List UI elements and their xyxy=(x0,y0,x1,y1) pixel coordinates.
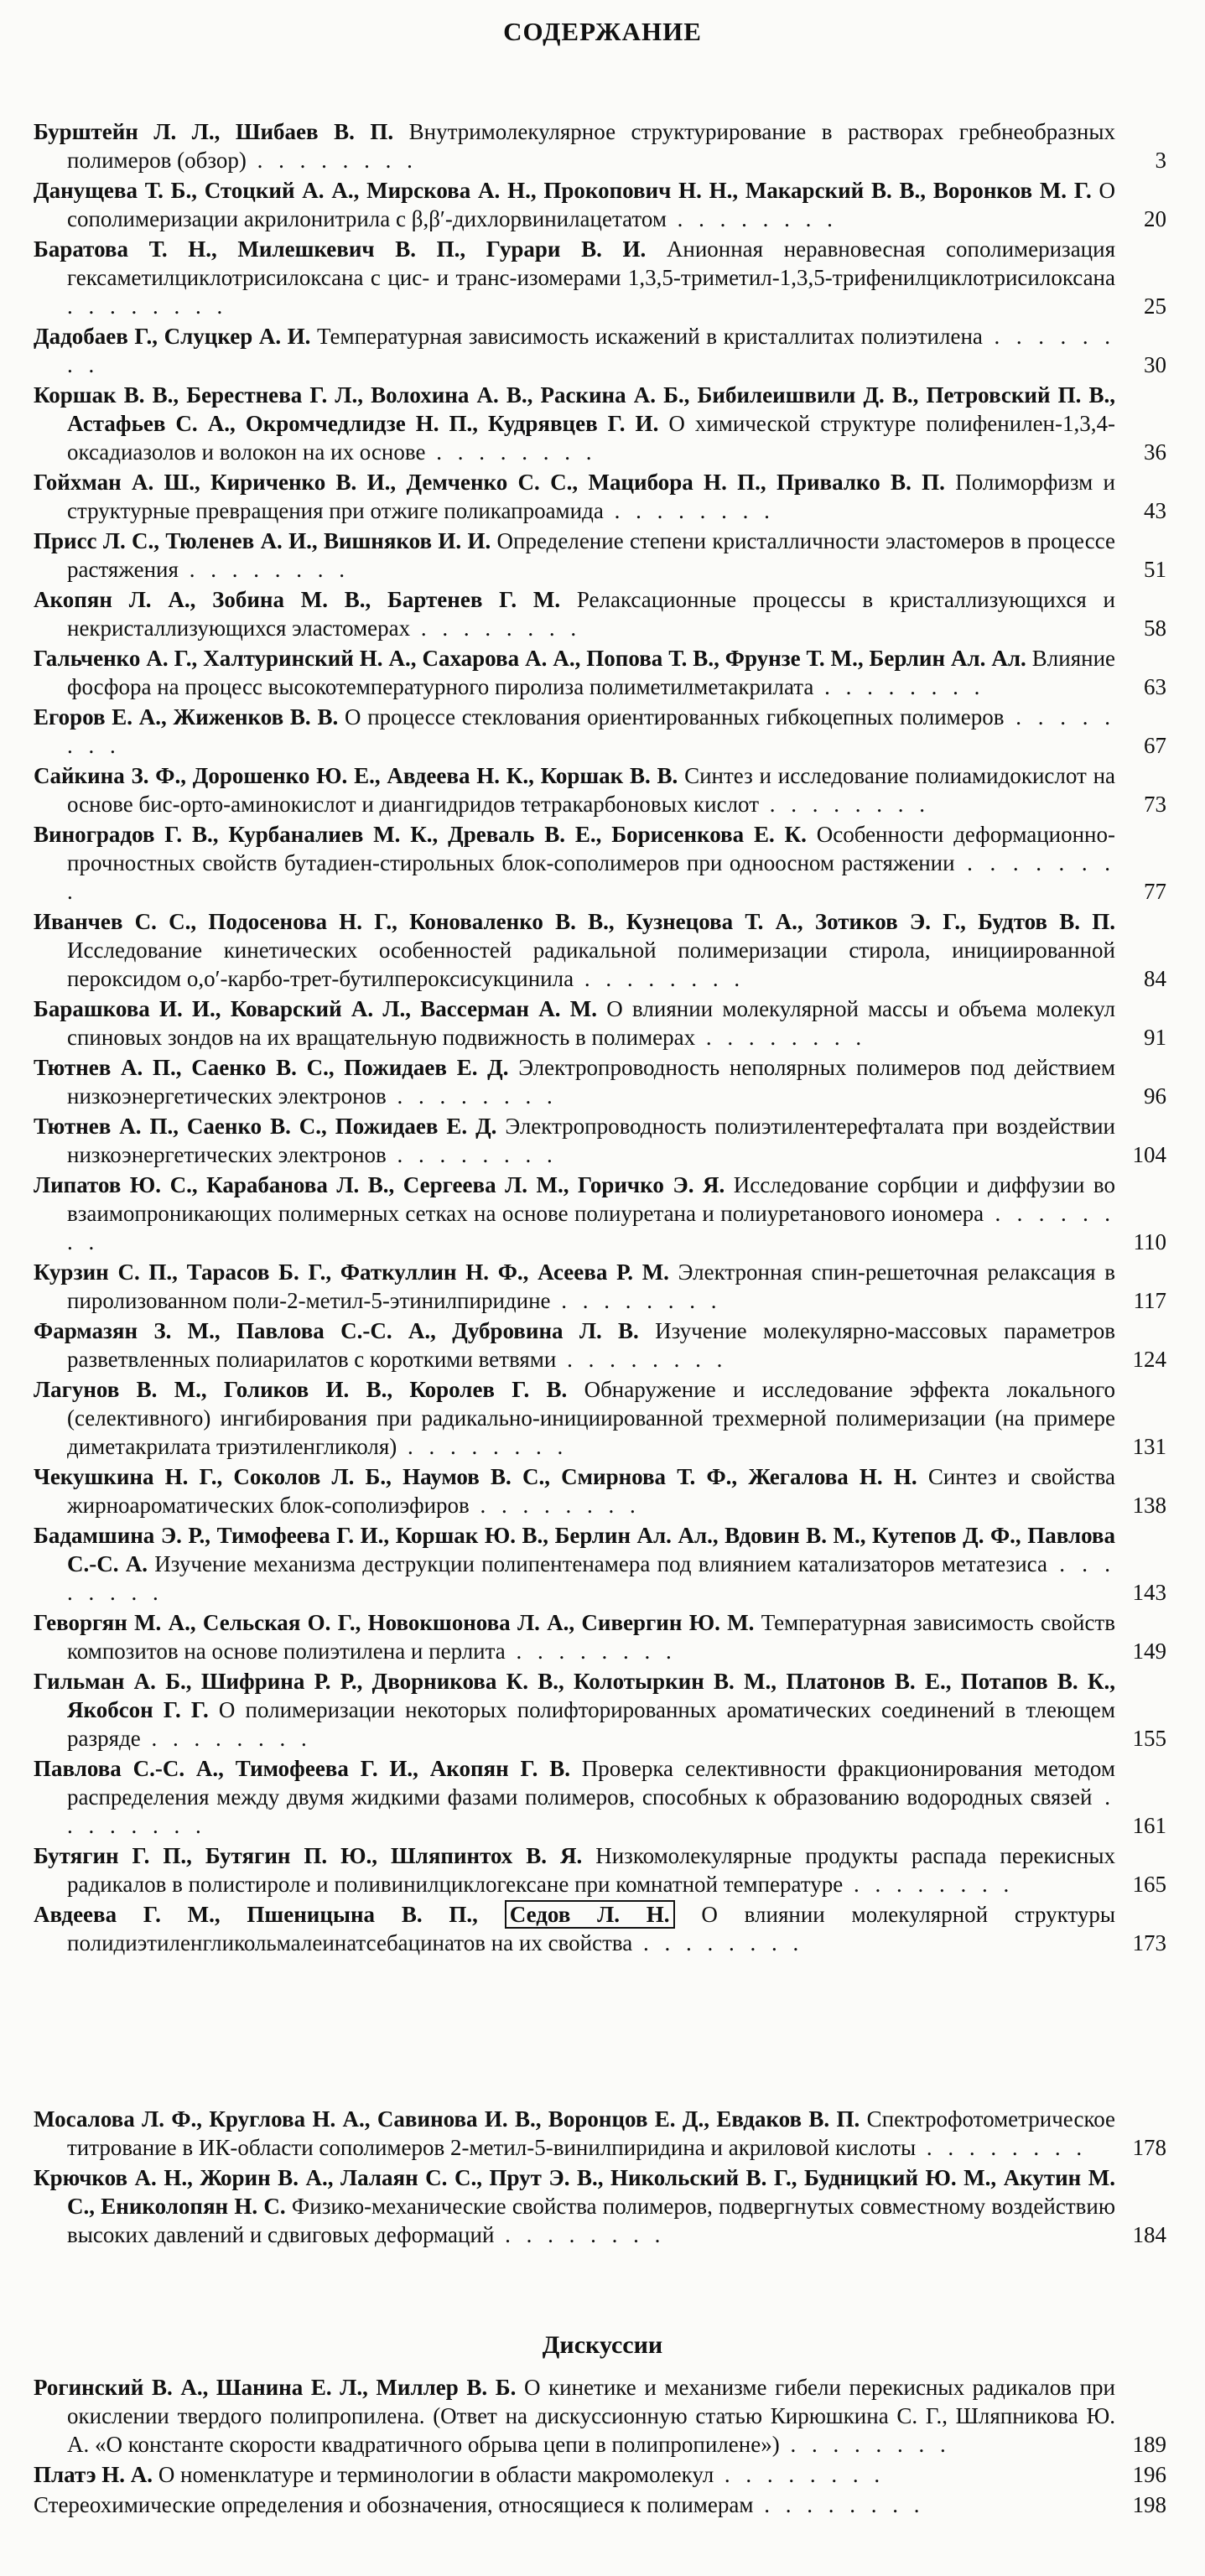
entry-title: Внутримолекулярное структурирование в растворах гребнеобразных полимеров (обзор) xyxy=(67,119,1115,173)
toc-entry xyxy=(0,995,1205,1052)
entry-page-number: 25 xyxy=(1144,293,1166,319)
leader-dots: . . . . . . . . xyxy=(714,2462,886,2487)
entry-title: Электропроводность неполярных полимеров под действием низкоэнергетических электронов xyxy=(67,1055,1116,1109)
entry-authors: Иванчев С. С., Подосенова Н. Г., Коноваленко В. В., Кузнецова Т. А., Зотиков Э. Г., Будтов В. П. xyxy=(34,909,1115,934)
entry-authors: Рогинский В. А., Шанина Е. Л., Миллер В. Б. xyxy=(34,2375,517,2400)
entry-page-number: 161 xyxy=(1132,1813,1166,1838)
leader-dots: . . . . . . . . xyxy=(574,966,745,991)
toc-entry-text xyxy=(34,1375,1115,1461)
toc-entry-text xyxy=(34,381,1115,466)
entry-page-number: 91 xyxy=(1144,1025,1166,1050)
entry-page-number: 155 xyxy=(1132,1726,1166,1751)
entry-authors: Платэ Н. А. xyxy=(34,2462,153,2487)
toc-entry xyxy=(0,1754,1205,1840)
entry-authors: Гальченко А. Г., Халтуринский Н. А., Сахарова А. А., Попова Т. В., Фрунзе Т. М., Берлин Ал. Ал. xyxy=(34,646,1026,671)
entry-title: Влияние фосфора на процесс высокотемпературного пиролиза полиметилметакрилата xyxy=(67,646,1116,699)
entry-title: Проверка селективности фракционирования методом распределения между двумя жидкими фазами полимеров, способных к образованию водородных связей xyxy=(67,1756,1116,1810)
entry-title: Обнаружение и исследование эффекта локального (селективного) ингибирования при радикально-инициированной трехмерной полимеризации (на примере диметакрилата триэтиленгликоля) xyxy=(67,1377,1116,1459)
entry-page-number: 3 xyxy=(1155,148,1166,173)
leader-dots: . . . . . . . . xyxy=(67,324,1115,377)
entry-authors: Баратова Т. Н., Милешкевич В. П., Гурари В. И. xyxy=(34,236,647,262)
leader-dots: . . . . . . . . xyxy=(494,2222,666,2247)
leader-dots: . . . . . . . . xyxy=(67,1201,1115,1254)
toc-entry-text xyxy=(34,2460,1115,2489)
toc-entry-text xyxy=(34,585,1115,642)
toc-entry-text xyxy=(34,2373,1115,2459)
toc-entry xyxy=(0,820,1205,906)
leader-dots: . . . . . . . . xyxy=(178,557,350,582)
toc-entry-text xyxy=(34,1667,1115,1753)
leader-dots: . . . . . . . . xyxy=(67,850,1116,904)
entry-authors: Тютнев А. П., Саенко В. С., Пожидаев Е. Д. xyxy=(34,1114,497,1139)
toc-entry-text xyxy=(34,644,1115,701)
entry-page-number: 58 xyxy=(1144,615,1166,641)
entry-page-number: 73 xyxy=(1144,792,1166,817)
toc-entry-text xyxy=(34,322,1115,379)
toc-entry xyxy=(0,1112,1205,1169)
toc-entry xyxy=(0,2460,1205,2489)
toc-entry-text xyxy=(34,176,1115,233)
entry-title: О влиянии молекулярной массы и объема молекул спиновых зондов на их вращательную подвижность в полимерах xyxy=(67,996,1115,1050)
section-title-discussions: Дискуссии xyxy=(542,2331,663,2359)
entry-authors: Липатов Ю. С., Карабанова Л. В., Сергеева Л. М., Горичко Э. Я. xyxy=(34,1172,725,1197)
entry-authors: Лагунов В. М., Голиков И. В., Королев Г. В. xyxy=(34,1377,568,1402)
entry-authors: Барашкова И. И., Коварский А. Л., Вассерман А. М. xyxy=(34,996,597,1021)
leader-dots: . . . . . . . . xyxy=(246,148,418,173)
entry-page-number: 77 xyxy=(1144,879,1166,904)
toc-entry xyxy=(0,1841,1205,1898)
toc-entry xyxy=(0,235,1205,320)
entry-page-number: 36 xyxy=(1144,439,1166,465)
toc-entry xyxy=(0,1171,1205,1256)
entry-page-number: 84 xyxy=(1144,966,1166,991)
entry-page-number: 131 xyxy=(1132,1434,1166,1459)
toc-entry-text xyxy=(34,1171,1115,1256)
toc-entry xyxy=(0,322,1205,379)
leader-dots: . . . . . . . . xyxy=(425,439,597,465)
toc-entry xyxy=(0,1462,1205,1519)
entry-title: Электропроводность полиэтилентерефталата при воздействии низкоэнергетических электронов xyxy=(67,1114,1116,1167)
entry-page-number: 178 xyxy=(1132,2135,1166,2160)
leader-dots: . . . . . . . . xyxy=(603,498,775,523)
toc-entry xyxy=(0,117,1205,174)
toc-entry xyxy=(0,2490,1205,2519)
toc-entry xyxy=(0,1258,1205,1315)
entry-authors: Фармазян З. М., Павлова С.-С. А., Дубровина Л. В. xyxy=(34,1318,639,1343)
entry-authors: Гильман А. Б., Шифрина Р. Р., Дворникова К. В., Колотыркин В. М., Платонов В. Е., Потапов В. К., Якобсон Г. Г. xyxy=(34,1669,1115,1722)
leader-dots: . . . . . . . . xyxy=(556,1347,728,1372)
entry-authors: Сайкина З. Ф., Дорошенко Ю. Е., Авдеева Н. К., Коршак В. В. xyxy=(34,763,678,788)
entry-title: Исследование сорбции и диффузии во взаимопроникающих полимерных сетках на основе полиуретана и полиуретанового иономера xyxy=(67,1172,1115,1226)
leader-dots: . . . . . . . . xyxy=(666,206,838,231)
entry-page-number: 110 xyxy=(1133,1229,1166,1254)
toc-entry-text xyxy=(34,703,1115,760)
entry-title: Температурная зависимость искажений в кристаллитах полиэтилена xyxy=(310,324,983,349)
entry-authors: Гойхман А. Ш., Кириченко В. И., Демченко С. С., Мацибора Н. П., Привалко В. П. xyxy=(34,470,945,495)
entry-title: О полимеризации некоторых полифторированных ароматических соединений в тлеющем разряде xyxy=(67,1697,1115,1751)
entry-title: Электронная спин-решеточная релаксация в пиролизованном поли-2-метил-5-этинилпиридине xyxy=(67,1259,1116,1313)
toc-entry-text xyxy=(34,2490,1115,2519)
toc-entry-text xyxy=(34,117,1115,174)
entry-page-number: 117 xyxy=(1133,1288,1166,1313)
toc-entry xyxy=(0,381,1205,466)
leader-dots: . . . . . . . . xyxy=(753,2492,925,2517)
entry-title: Определение степени кристалличности эластомеров в процессе растяжения xyxy=(67,528,1115,582)
toc-entry xyxy=(0,1900,1205,1957)
entry-title: Полиморфизм и структурные превращения при отжиге поликапроамида xyxy=(67,470,1115,523)
toc-entry-text xyxy=(34,1608,1115,1665)
entry-title: О номенклатуре и терминологии в области макромолекул xyxy=(153,2462,714,2487)
entry-title: Изучение механизма деструкции полипентенамера под влиянием катализаторов метатезиса xyxy=(148,1551,1047,1576)
toc-entry xyxy=(0,1053,1205,1110)
toc-list-short xyxy=(0,2105,1205,2251)
leader-dots: . . . . . . . . xyxy=(67,293,228,319)
entry-page-number: 149 xyxy=(1132,1639,1166,1664)
leader-dots: . . . . . . . . xyxy=(386,1142,558,1167)
toc-entry-text xyxy=(34,1841,1115,1898)
leader-dots: . . . . . . . . xyxy=(632,1930,804,1955)
leader-dots: . . . . . . . . xyxy=(67,1551,1115,1605)
toc-entry-text xyxy=(34,1053,1115,1110)
entry-title: Синтез и исследование полиамидокислот на основе бис-орто-аминокислот и диангидридов тетракарбоновых кислот xyxy=(67,763,1115,817)
toc-entry-text xyxy=(34,1258,1115,1315)
toc-entry-text xyxy=(34,995,1115,1052)
toc-entry-text xyxy=(34,820,1115,906)
entry-page-number: 104 xyxy=(1132,1142,1166,1167)
entry-title: О сополимеризации акрилонитрила с β,β′-дихлорвинилацетатом xyxy=(67,178,1115,231)
entry-page-number: 184 xyxy=(1132,2222,1166,2247)
entry-title: О кинетике и механизме гибели перекисных радикалов при окислении твердого полипропилена. (Ответ на дискуссионную статью Кирюшкина С. Г., Шляпникова Ю. А. «О константе скорости квадратичного обрыва цепи в полипропилене») xyxy=(67,2375,1115,2457)
entry-authors: Бутягин Г. П., Бутягин П. Ю., Шляпинтох В. Я. xyxy=(34,1843,583,1868)
entry-authors: Бурштейн Л. Л., Шибаев В. П. xyxy=(34,119,394,144)
entry-title: Низкомолекулярные продукты распада перекисных радикалов в полистироле и поливинилциклогексане при комнатной температуре xyxy=(67,1843,1115,1897)
toc-entry-text xyxy=(34,1521,1115,1607)
entry-authors: Курзин С. П., Тарасов Б. Г., Фаткуллин Н. Ф., Асеева Р. М. xyxy=(34,1259,669,1285)
entry-page-number: 30 xyxy=(1144,352,1166,377)
entry-title: Физико-механические свойства полимеров, подвергнутых совместному воздействию высоких давлений и сдвиговых деформаций xyxy=(67,2194,1115,2247)
toc-entry xyxy=(0,761,1205,818)
leader-dots: . . . . . . . . xyxy=(505,1639,677,1664)
leader-dots: . . . . . . . . xyxy=(386,1083,558,1109)
toc-entry-text xyxy=(34,761,1115,818)
entry-title: Особенности деформационно-прочностных свойств бутадиен-стирольных блок-сополимеров при одноосном растяжении xyxy=(67,822,1115,875)
entry-authors: Крючков А. Н., Жорин В. А., Лалаян С. С., Прут Э. В., Никольский В. Г., Будницкий Ю. М., Акутин М. С., Ениколопян Н. С. xyxy=(34,2165,1115,2219)
toc-entry xyxy=(0,644,1205,701)
entry-title: Температурная зависимость свойств композитов на основе полиэтилена и перлита xyxy=(67,1610,1115,1664)
entry-title: О химической структуре полифенилен-1,3,4-оксадиазолов и волокон на их основе xyxy=(67,411,1115,465)
entry-title: О влиянии молекулярной структуры полидиэтиленгликольмалеинатсебацинатов на их свойства xyxy=(67,1902,1116,1955)
toc-entry xyxy=(0,585,1205,642)
entry-page-number: 124 xyxy=(1132,1347,1166,1372)
entry-page-number: 165 xyxy=(1132,1872,1166,1897)
toc-entry xyxy=(0,1608,1205,1665)
entry-page-number: 51 xyxy=(1144,557,1166,582)
entry-page-number: 96 xyxy=(1144,1083,1166,1109)
toc-entry xyxy=(0,907,1205,993)
toc-entry xyxy=(0,468,1205,525)
entry-title: Релаксационные процессы в кристаллизующихся и некристаллизующихся эластомерах xyxy=(67,587,1116,641)
entry-page-number: 143 xyxy=(1132,1580,1166,1605)
leader-dots: . . . . . . . . xyxy=(843,1872,1015,1897)
entry-page-number: 20 xyxy=(1144,206,1166,231)
entry-title: Исследование кинетических особенностей радикальной полимеризации стирола, инициированной пероксидом о,о′-карбо-трет-бутилпероксисукцинила xyxy=(67,937,1115,991)
toc-entry xyxy=(0,2105,1205,2162)
toc-entry-text xyxy=(34,235,1115,320)
entry-page-number: 173 xyxy=(1132,1930,1166,1955)
leader-dots: . . . . . . . . xyxy=(469,1493,641,1518)
toc-list-discussions xyxy=(0,2373,1205,2521)
entry-title: Синтез и свойства жирноароматических блок-сополиэфиров xyxy=(67,1464,1115,1518)
leader-dots: . . . . . . . . xyxy=(916,2135,1088,2160)
toc-entry-text xyxy=(34,907,1115,993)
leader-dots: . . . . . . . . xyxy=(410,615,582,641)
entry-page-number: 67 xyxy=(1144,733,1166,758)
entry-authors: Присс Л. С., Тюленев А. И., Вишняков И. И. xyxy=(34,528,491,553)
entry-authors: Коршак В. В., Берестнева Г. Л., Волохина А. В., Раскина А. Б., Бибилеишвили Д. В., Петровский П. В., Астафьев С. А., Окромчедлидзе Н. П., Кудрявцев Г. И. xyxy=(34,382,1115,436)
toc-list-main xyxy=(0,117,1205,1959)
leader-dots: . . . . . . . . xyxy=(759,792,931,817)
leader-dots: . . . . . . . . xyxy=(550,1288,722,1313)
entry-authors: Дадобаев Г., Слуцкер А. И. xyxy=(34,324,311,349)
entry-authors: Бадамшина Э. Р., Тимофеева Г. И., Коршак Ю. В., Берлин Ал. Ал., Вдовин В. М., Кутепов Д. Ф., Павлова С.-С. А. xyxy=(34,1523,1115,1576)
entry-title: Спектрофотометрическое титрование в ИК-области сополимеров 2-метил-5-винилпиридина и акриловой кислоты xyxy=(67,2106,1116,2160)
toc-entry-text xyxy=(34,2163,1115,2249)
toc-entry-text xyxy=(34,1462,1115,1519)
toc-entry xyxy=(0,1667,1205,1753)
toc-entry-text xyxy=(34,1900,1115,1957)
entry-page-number: 63 xyxy=(1144,674,1166,699)
toc-entry-text xyxy=(34,527,1115,584)
toc-entry xyxy=(0,527,1205,584)
toc-entry xyxy=(0,2163,1205,2249)
entry-authors: Павлова С.-С. А., Тимофеева Г. И., Акопян Г. В. xyxy=(34,1756,570,1781)
entry-title: Стереохимические определения и обозначения, относящиеся к полимерам xyxy=(34,2492,754,2517)
entry-authors: Тютнев А. П., Саенко В. С., Пожидаев Е. Д. xyxy=(34,1055,509,1080)
toc-entry xyxy=(0,176,1205,233)
toc-entry xyxy=(0,1521,1205,1607)
toc-entry-text xyxy=(34,2105,1115,2162)
leader-dots: . . . . . . . . xyxy=(779,2432,951,2457)
entry-title: Анионная неравновесная сополимеризация гексаметилциклотрисилоксана с цис- и транс-изомерами 1,3,5-триметил-1,3,5-трифенилциклотрисилоксана xyxy=(67,236,1116,290)
toc-entry xyxy=(0,1375,1205,1461)
entry-page-number: 138 xyxy=(1132,1493,1166,1518)
entry-page-number: 198 xyxy=(1132,2492,1166,2517)
toc-entry xyxy=(0,1317,1205,1374)
boxed-author: Седов Л. Н. xyxy=(505,1900,675,1929)
leader-dots: . . . . . . . . xyxy=(67,1784,1115,1838)
entry-authors: Мосалова Л. Ф., Круглова Н. А., Савинова И. В., Воронцов Е. Д., Евдаков В. П. xyxy=(34,2106,860,2132)
entry-title: О процессе стеклования ориентированных гибкоцепных полимеров xyxy=(338,704,1005,730)
toc-entry-text xyxy=(34,1317,1115,1374)
entry-page-number: 189 xyxy=(1132,2432,1166,2457)
entry-page-number: 43 xyxy=(1144,498,1166,523)
leader-dots: . . . . . . . . xyxy=(140,1726,312,1751)
leader-dots: . . . . . . . . xyxy=(67,704,1116,758)
leader-dots: . . . . . . . . xyxy=(397,1434,569,1459)
entry-authors: Чекушкина Н. Г., Соколов Л. Б., Наумов В. С., Смирнова Т. Ф., Жегалова Н. Н. xyxy=(34,1464,917,1489)
leader-dots: . . . . . . . . xyxy=(695,1025,867,1050)
leader-dots: . . . . . . . . xyxy=(813,674,985,699)
entry-authors: Егоров Е. А., Жиженков В. В. xyxy=(34,704,339,730)
page-title: СОДЕРЖАНИЕ xyxy=(503,17,702,46)
entry-authors: Акопян Л. А., Зобина М. В., Бартенев Г. М. xyxy=(34,587,561,612)
entry-authors: Геворгян М. А., Сельская О. Г., Новокшонова Л. А., Сивергин Ю. М. xyxy=(34,1610,755,1635)
toc-entry-text xyxy=(34,468,1115,525)
entry-page-number: 196 xyxy=(1132,2462,1166,2487)
toc-entry xyxy=(0,703,1205,760)
toc-entry-text xyxy=(34,1754,1115,1840)
toc-entry-text xyxy=(34,1112,1115,1169)
entry-authors: Данущева Т. Б., Стоцкий А. А., Мирскова А. Н., Прокопович Н. Н., Макарский В. В., Воронков М. Г. xyxy=(34,178,1092,203)
entry-authors: Виноградов Г. В., Курбаналиев М. К., Древаль В. Е., Борисенкова Е. К. xyxy=(34,822,807,847)
toc-entry xyxy=(0,2373,1205,2459)
entry-title: Изучение молекулярно-массовых параметров разветвленных полиарилатов с короткими ветвями xyxy=(67,1318,1115,1372)
entry-authors: Авдеева Г. М., Пшеницына В. П., xyxy=(34,1902,478,1927)
